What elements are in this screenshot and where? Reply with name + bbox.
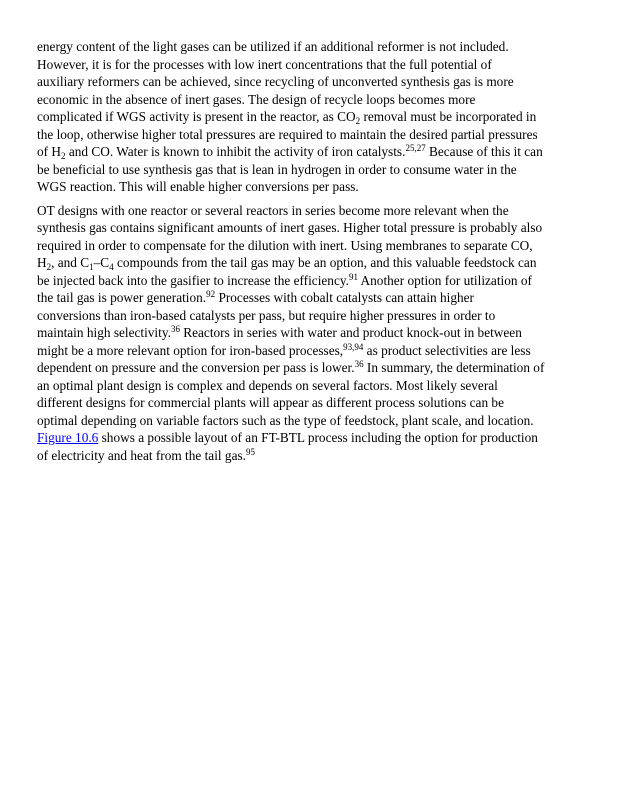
text-line: [37, 91, 584, 109]
text-run: the loop, otherwise higher total pressures are required to maintain the desired partial pressures: [37, 126, 538, 142]
citation-ref: 36: [170, 324, 180, 334]
subscript: 2: [46, 262, 52, 272]
citation-ref: 25,27: [405, 143, 426, 153]
text-line: [37, 178, 584, 196]
text-run: Another option for utilization of: [357, 272, 532, 288]
text-line: [37, 73, 584, 91]
text-run: be beneficial to use synthesis gas that is lean in hydrogen in order to consume water in the: [37, 161, 517, 177]
citation-ref: 92: [206, 289, 216, 299]
text-line: [37, 272, 584, 290]
text-line: [37, 324, 584, 342]
text-run: of electricity and heat from the tail gas.: [37, 447, 246, 463]
text-run: WGS reaction. This will enable higher conversions per pass.: [37, 179, 359, 194]
text-line: [37, 126, 584, 144]
text-run: shows a possible layout of an FT-BTL process including the option for production: [98, 430, 538, 445]
text-run: , and C: [51, 255, 90, 270]
text-line: [37, 289, 584, 307]
text-run: OT designs with one reactor or several reactors in series become more relevant when the: [37, 202, 509, 218]
text-run: of H: [37, 144, 62, 159]
text-run: economic in the absence of inert gases. The design of recycle loops becomes more: [37, 91, 476, 107]
paragraph-2: [37, 202, 584, 465]
text-line: [37, 143, 584, 161]
text-line: [37, 38, 584, 56]
text-run: However, it is for the processes with low inert concentrations that the full potential of: [37, 56, 492, 72]
citation-ref: 36: [354, 359, 364, 369]
text-line: [37, 359, 584, 377]
text-run: complicated if WGS activity is present in the reactor, as CO: [37, 109, 356, 124]
text-run: might be a more relevant option for iron-based processes,: [37, 342, 344, 358]
figure-10-6-link[interactable]: Figure 10.6: [37, 430, 99, 445]
text-run: synthesis gas contains significant amounts of inert gases. Higher total pressure is probably also: [37, 220, 543, 235]
text-run: the tail gas is power generation.: [37, 290, 207, 305]
text-run: Because of this it can: [425, 144, 543, 159]
text-line: [37, 254, 584, 272]
text-line: [37, 394, 584, 412]
text-run: –C: [93, 255, 110, 270]
text-run: as product selectivities are less: [363, 342, 531, 358]
text-line: [37, 307, 584, 325]
text-line: [37, 161, 584, 179]
text-line: [37, 202, 584, 220]
subscript: 2: [61, 151, 66, 161]
text-run: In summary, the determination of: [363, 360, 545, 375]
text-line: [37, 108, 584, 126]
text-run: different designs for commercial plants will appear as different process solutions can be: [37, 395, 504, 410]
text-line: [37, 447, 584, 465]
text-line: [37, 412, 584, 430]
text-run: be injected back into the gasifier to increase the efficiency.: [37, 272, 349, 288]
document-page: [37, 38, 584, 464]
paragraph-1: [37, 38, 584, 196]
text-run: removal must be incorporated in: [360, 109, 537, 124]
citation-ref: 91: [348, 271, 358, 282]
text-run: required in order to compensate for the dilution with inert. Using membranes to separate CO,: [37, 237, 533, 253]
text-line: [37, 56, 584, 74]
text-run: and CO. Water is known to inhibit the activity of iron catalysts.: [65, 144, 406, 159]
text-run: Reactors in series with water and product knock-out in between: [179, 325, 522, 340]
citation-ref: 93,94: [343, 341, 364, 352]
text-run: Processes with cobalt catalysts can attain higher: [215, 290, 474, 305]
text-run: energy content of the light gases can be utilized if an additional reformer is not included.: [37, 39, 509, 54]
text-line: [37, 237, 584, 255]
text-run: optimal depending on variable factors such as the type of feedstock, plant scale, and location.: [37, 412, 534, 428]
text-run: auxiliary reformers can be achieved, since recycling of unconverted synthesis gas is more: [37, 74, 514, 89]
subscript: 1: [89, 262, 94, 272]
citation-ref: 95: [245, 446, 255, 457]
text-run: compounds from the tail gas may be an option, and this valuable feedstock can: [113, 255, 537, 270]
text-line: [37, 219, 584, 237]
text-run: conversions than iron-based catalysts per pass, but require higher pressures in order to: [37, 307, 496, 323]
text-line: [37, 342, 584, 360]
subscript: 2: [355, 116, 361, 126]
text-run: H: [37, 255, 47, 270]
text-run: an optimal plant design is complex and depends on several factors. Most likely several: [37, 377, 498, 393]
text-run: maintain high selectivity.: [37, 325, 171, 340]
text-line: [37, 377, 584, 395]
text-line: [37, 429, 584, 447]
text-run: dependent on pressure and the conversion per pass is lower.: [37, 360, 355, 375]
subscript: 4: [109, 262, 114, 272]
